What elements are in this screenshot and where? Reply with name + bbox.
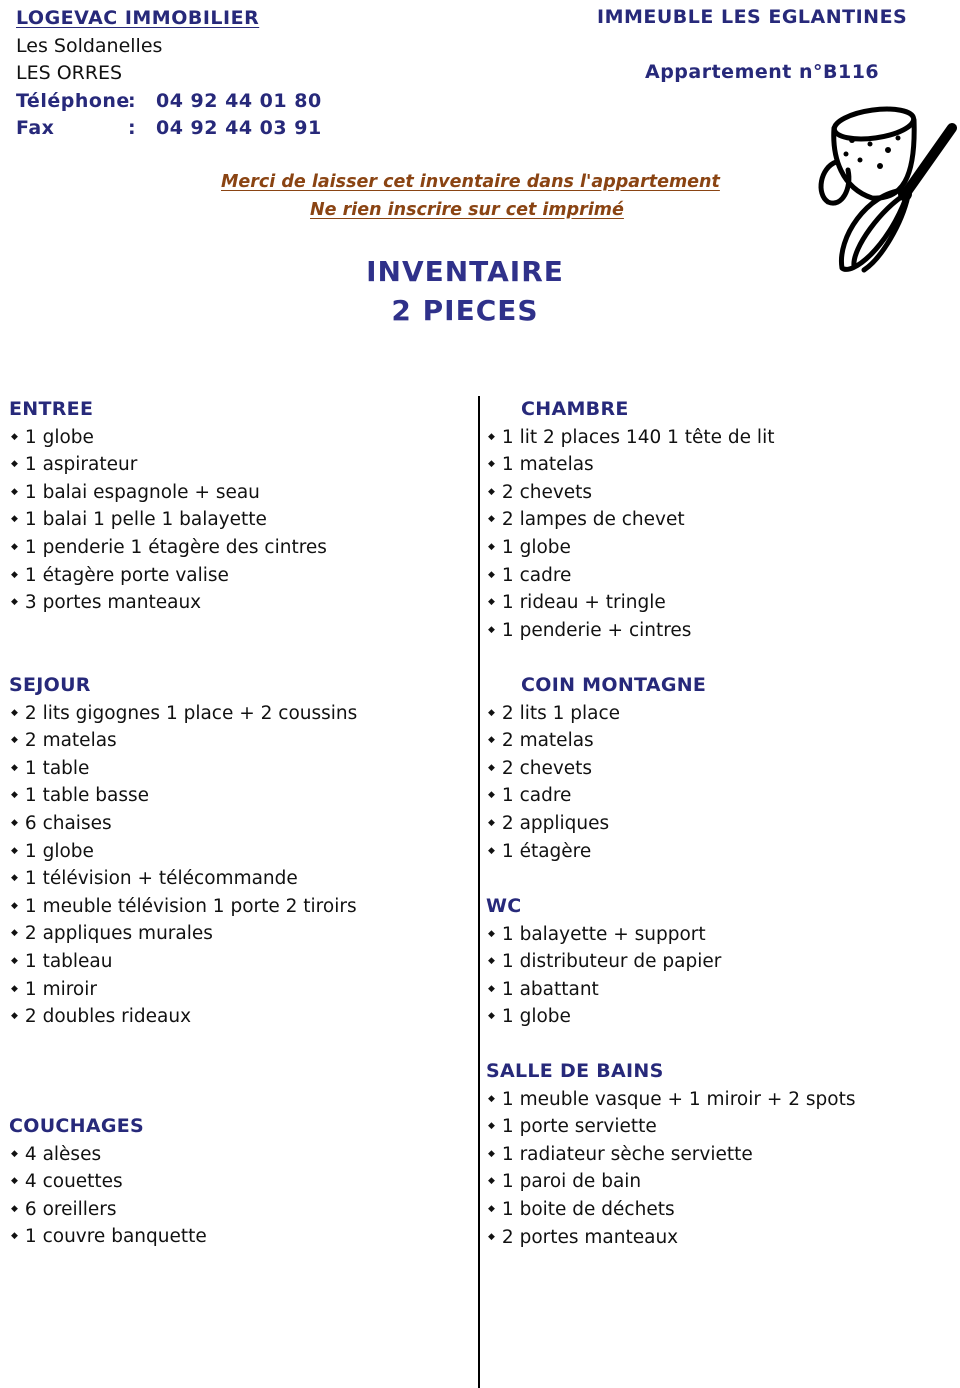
list-item: ◆ 1 couvre banquette: [9, 1223, 207, 1251]
building-name: IMMEUBLE LES EGLANTINES: [597, 6, 908, 28]
list-item: ◆ 1 balayette + support: [486, 921, 721, 949]
list-item: ◆ 1 table basse: [9, 782, 357, 810]
section-couchages: [9, 1113, 207, 1251]
list-item: ◆ 1 balai espagnole + seau: [9, 479, 327, 507]
section-title: SEJOUR: [9, 674, 91, 696]
list-item: ◆ 1 cadre: [486, 782, 706, 810]
list-item: ◆ 1 penderie 1 étagère des cintres: [9, 534, 327, 562]
item-list: [486, 424, 774, 645]
list-item: ◆ 4 alèses: [9, 1141, 207, 1169]
list-item: ◆ 3 portes manteaux: [9, 589, 327, 617]
phone-number: 04 92 44 01 80: [156, 89, 322, 112]
list-item: ◆ 1 distributeur de papier: [486, 948, 721, 976]
list-item: ◆ 1 tableau: [9, 948, 357, 976]
section-title: CHAMBRE: [521, 398, 629, 420]
phone-separator: :: [128, 89, 137, 112]
list-item: ◆ 1 lit 2 places 140 1 tête de lit: [486, 424, 774, 452]
list-item: ◆ 2 lits gigognes 1 place + 2 coussins: [9, 700, 357, 728]
column-divider: [478, 396, 480, 1388]
list-item: ◆ 1 radiateur sèche serviette: [486, 1141, 855, 1169]
section-entree: [9, 396, 327, 617]
list-item: ◆ 2 chevets: [486, 479, 774, 507]
document-subtitle: 2 PIECES: [391, 294, 539, 327]
list-item: ◆ 1 table: [9, 755, 357, 783]
section-title: ENTREE: [9, 398, 94, 420]
section-wc: [486, 893, 721, 1031]
list-item: ◆ 2 lits 1 place: [486, 700, 706, 728]
item-list: [486, 1086, 855, 1252]
item-list: [9, 700, 357, 1031]
notice-line2: Ne rien inscrire sur cet imprimé: [310, 200, 624, 220]
section-title: COUCHAGES: [9, 1115, 145, 1137]
section-title: COIN MONTAGNE: [521, 674, 707, 696]
list-item: ◆ 2 chevets: [486, 755, 706, 783]
fax-number: 04 92 44 03 91: [156, 117, 322, 139]
list-item: ◆ 2 portes manteaux: [486, 1224, 855, 1252]
fax-row: [16, 115, 436, 143]
list-item: ◆ 2 matelas: [9, 727, 357, 755]
list-item: ◆ 1 penderie + cintres: [486, 617, 774, 645]
section-title: WC: [486, 895, 522, 917]
apartment-number: Appartement n°B116: [645, 61, 880, 83]
document-title: INVENTAIRE: [366, 255, 564, 288]
list-item: ◆ 1 boite de déchets: [486, 1196, 855, 1224]
section-sejour: [9, 672, 357, 1031]
list-item: ◆ 1 abattant: [486, 976, 721, 1004]
list-item: ◆ 1 étagère: [486, 838, 706, 866]
list-item: ◆ 4 couettes: [9, 1168, 207, 1196]
item-list: [9, 1141, 207, 1251]
list-item: ◆ 1 télévision + télécommande: [9, 865, 357, 893]
list-item: ◆ 1 globe: [9, 838, 357, 866]
item-list: [486, 921, 721, 1031]
list-item: ◆ 1 meuble télévision 1 porte 2 tiroirs: [9, 893, 357, 921]
list-item: ◆ 6 chaises: [9, 810, 357, 838]
list-item: ◆ 2 lampes de chevet: [486, 506, 774, 534]
list-item: ◆ 1 balai 1 pelle 1 balayette: [9, 506, 327, 534]
list-item: ◆ 1 rideau + tringle: [486, 589, 774, 617]
agency-address-line2: LES ORRES: [16, 62, 123, 84]
item-list: [9, 424, 327, 617]
whisk-and-bowl-icon: [812, 98, 958, 278]
section-title: SALLE DE BAINS: [486, 1060, 664, 1082]
fax-label: Fax: [16, 117, 55, 139]
agency-address-line1: Les Soldanelles: [16, 34, 163, 57]
list-item: ◆ 1 porte serviette: [486, 1113, 855, 1141]
list-item: ◆ 2 appliques murales: [9, 920, 357, 948]
section-salle-de-bains: [486, 1058, 855, 1251]
phone-label: Téléphone: [16, 89, 130, 112]
list-item: ◆ 1 matelas: [486, 451, 774, 479]
list-item: ◆ 1 miroir: [9, 976, 357, 1004]
list-item: ◆ 2 doubles rideaux: [9, 1003, 357, 1031]
list-item: ◆ 2 appliques: [486, 810, 706, 838]
list-item: ◆ 2 matelas: [486, 727, 706, 755]
section-chambre: [486, 396, 774, 644]
list-item: ◆ 1 cadre: [486, 562, 774, 590]
agency-block: [16, 5, 436, 143]
section-coin-montagne: [486, 672, 706, 865]
notice-line1: Merci de laisser cet inventaire dans l'appartement: [221, 172, 720, 192]
list-item: ◆ 1 aspirateur: [9, 451, 327, 479]
list-item: ◆ 1 étagère porte valise: [9, 562, 327, 590]
fax-separator: :: [128, 117, 137, 139]
list-item: ◆ 1 globe: [486, 534, 774, 562]
item-list: [486, 700, 706, 866]
list-item: ◆ 1 globe: [9, 424, 327, 452]
agency-name: LOGEVAC IMMOBILIER: [16, 7, 260, 29]
phone-row: [16, 88, 436, 116]
list-item: ◆ 6 oreillers: [9, 1196, 207, 1224]
list-item: ◆ 1 globe: [486, 1003, 721, 1031]
list-item: ◆ 1 paroi de bain: [486, 1168, 855, 1196]
list-item: ◆ 1 meuble vasque + 1 miroir + 2 spots: [486, 1086, 855, 1114]
